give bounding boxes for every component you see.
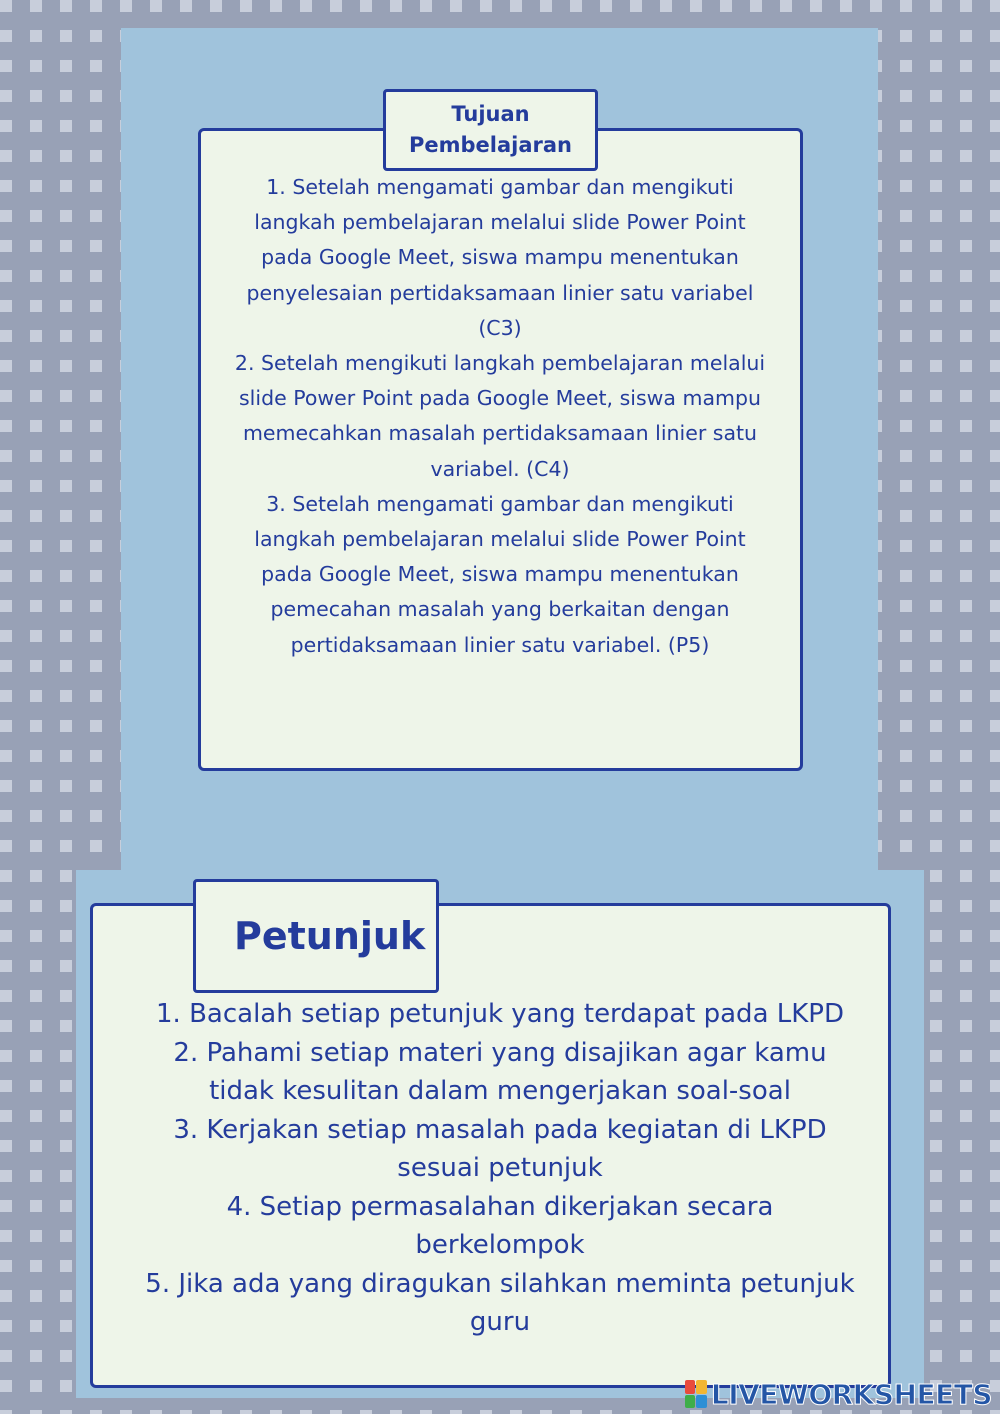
instruction-line: guru — [469, 1307, 531, 1337]
learning-goal-line: slide Power Point pada Google Meet, siswa mampu — [239, 386, 761, 411]
liveworksheets-logo-text: LIVEWORKSHEETS — [710, 1377, 992, 1411]
instruction-line: berkelompok — [415, 1230, 585, 1260]
instructions-title: Petunjuk — [193, 879, 439, 993]
liveworksheets-logo — [685, 1377, 992, 1411]
instruction-line: tidak kesulitan dalam mengerjakan soal-soal — [209, 1076, 791, 1106]
instruction-line: 5. Jika ada yang diragukan silahkan meminta petunjuk — [145, 1268, 855, 1299]
learning-goal-line: pertidaksamaan linier satu variabel. (P5) — [290, 632, 710, 657]
liveworksheets-logo-mark — [685, 1380, 707, 1408]
learning-goal-line: langkah pembelajaran melalui slide Power Point — [254, 527, 746, 552]
learning-goal-line: variabel. (C4) — [430, 456, 570, 481]
logo-mark-square — [685, 1380, 696, 1394]
learning-goal-line: langkah pembelajaran melalui slide Power Point — [254, 210, 746, 235]
learning-goal-line: pada Google Meet, siswa mampu menentukan — [261, 562, 739, 587]
learning-goals-title-line1: Tujuan — [451, 102, 530, 126]
learning-goals-title-line2: Pembelajaran — [408, 133, 572, 157]
instructions-list — [120, 995, 880, 1342]
instruction-line: 3. Kerjakan setiap masalah pada kegiatan di LKPD — [173, 1114, 827, 1145]
learning-goal-line: 2. Setelah mengikuti langkah pembelajaran melalui — [234, 351, 766, 376]
instruction-line: sesuai petunjuk — [397, 1153, 603, 1183]
instruction-line: 1. Bacalah setiap petunjuk yang terdapat pada LKPD — [156, 999, 844, 1029]
learning-goal-line: 3. Setelah mengamati gambar dan mengikuti — [266, 491, 734, 516]
learning-goals-title — [383, 89, 598, 171]
learning-goal-line: pemecahan masalah yang berkaitan dengan — [270, 597, 730, 622]
learning-goal-line: memecahkan masalah pertidaksamaan linier satu — [242, 421, 758, 446]
learning-goal-line: pada Google Meet, siswa mampu menentukan — [261, 245, 739, 270]
instruction-line: 2. Pahami setiap materi yang disajikan agar kamu — [173, 1037, 827, 1068]
logo-mark-square — [685, 1395, 696, 1409]
learning-goal-line: penyelesaian pertidaksamaan linier satu variabel — [246, 280, 754, 305]
logo-mark-square — [696, 1380, 707, 1394]
instruction-line: 4. Setiap permasalahan dikerjakan secara — [226, 1191, 774, 1222]
learning-goal-line: (C3) — [478, 315, 522, 340]
learning-goal-line: 1. Setelah mengamati gambar dan mengikuti — [266, 175, 734, 199]
logo-mark-square — [696, 1395, 707, 1409]
learning-goals-list — [206, 170, 794, 663]
